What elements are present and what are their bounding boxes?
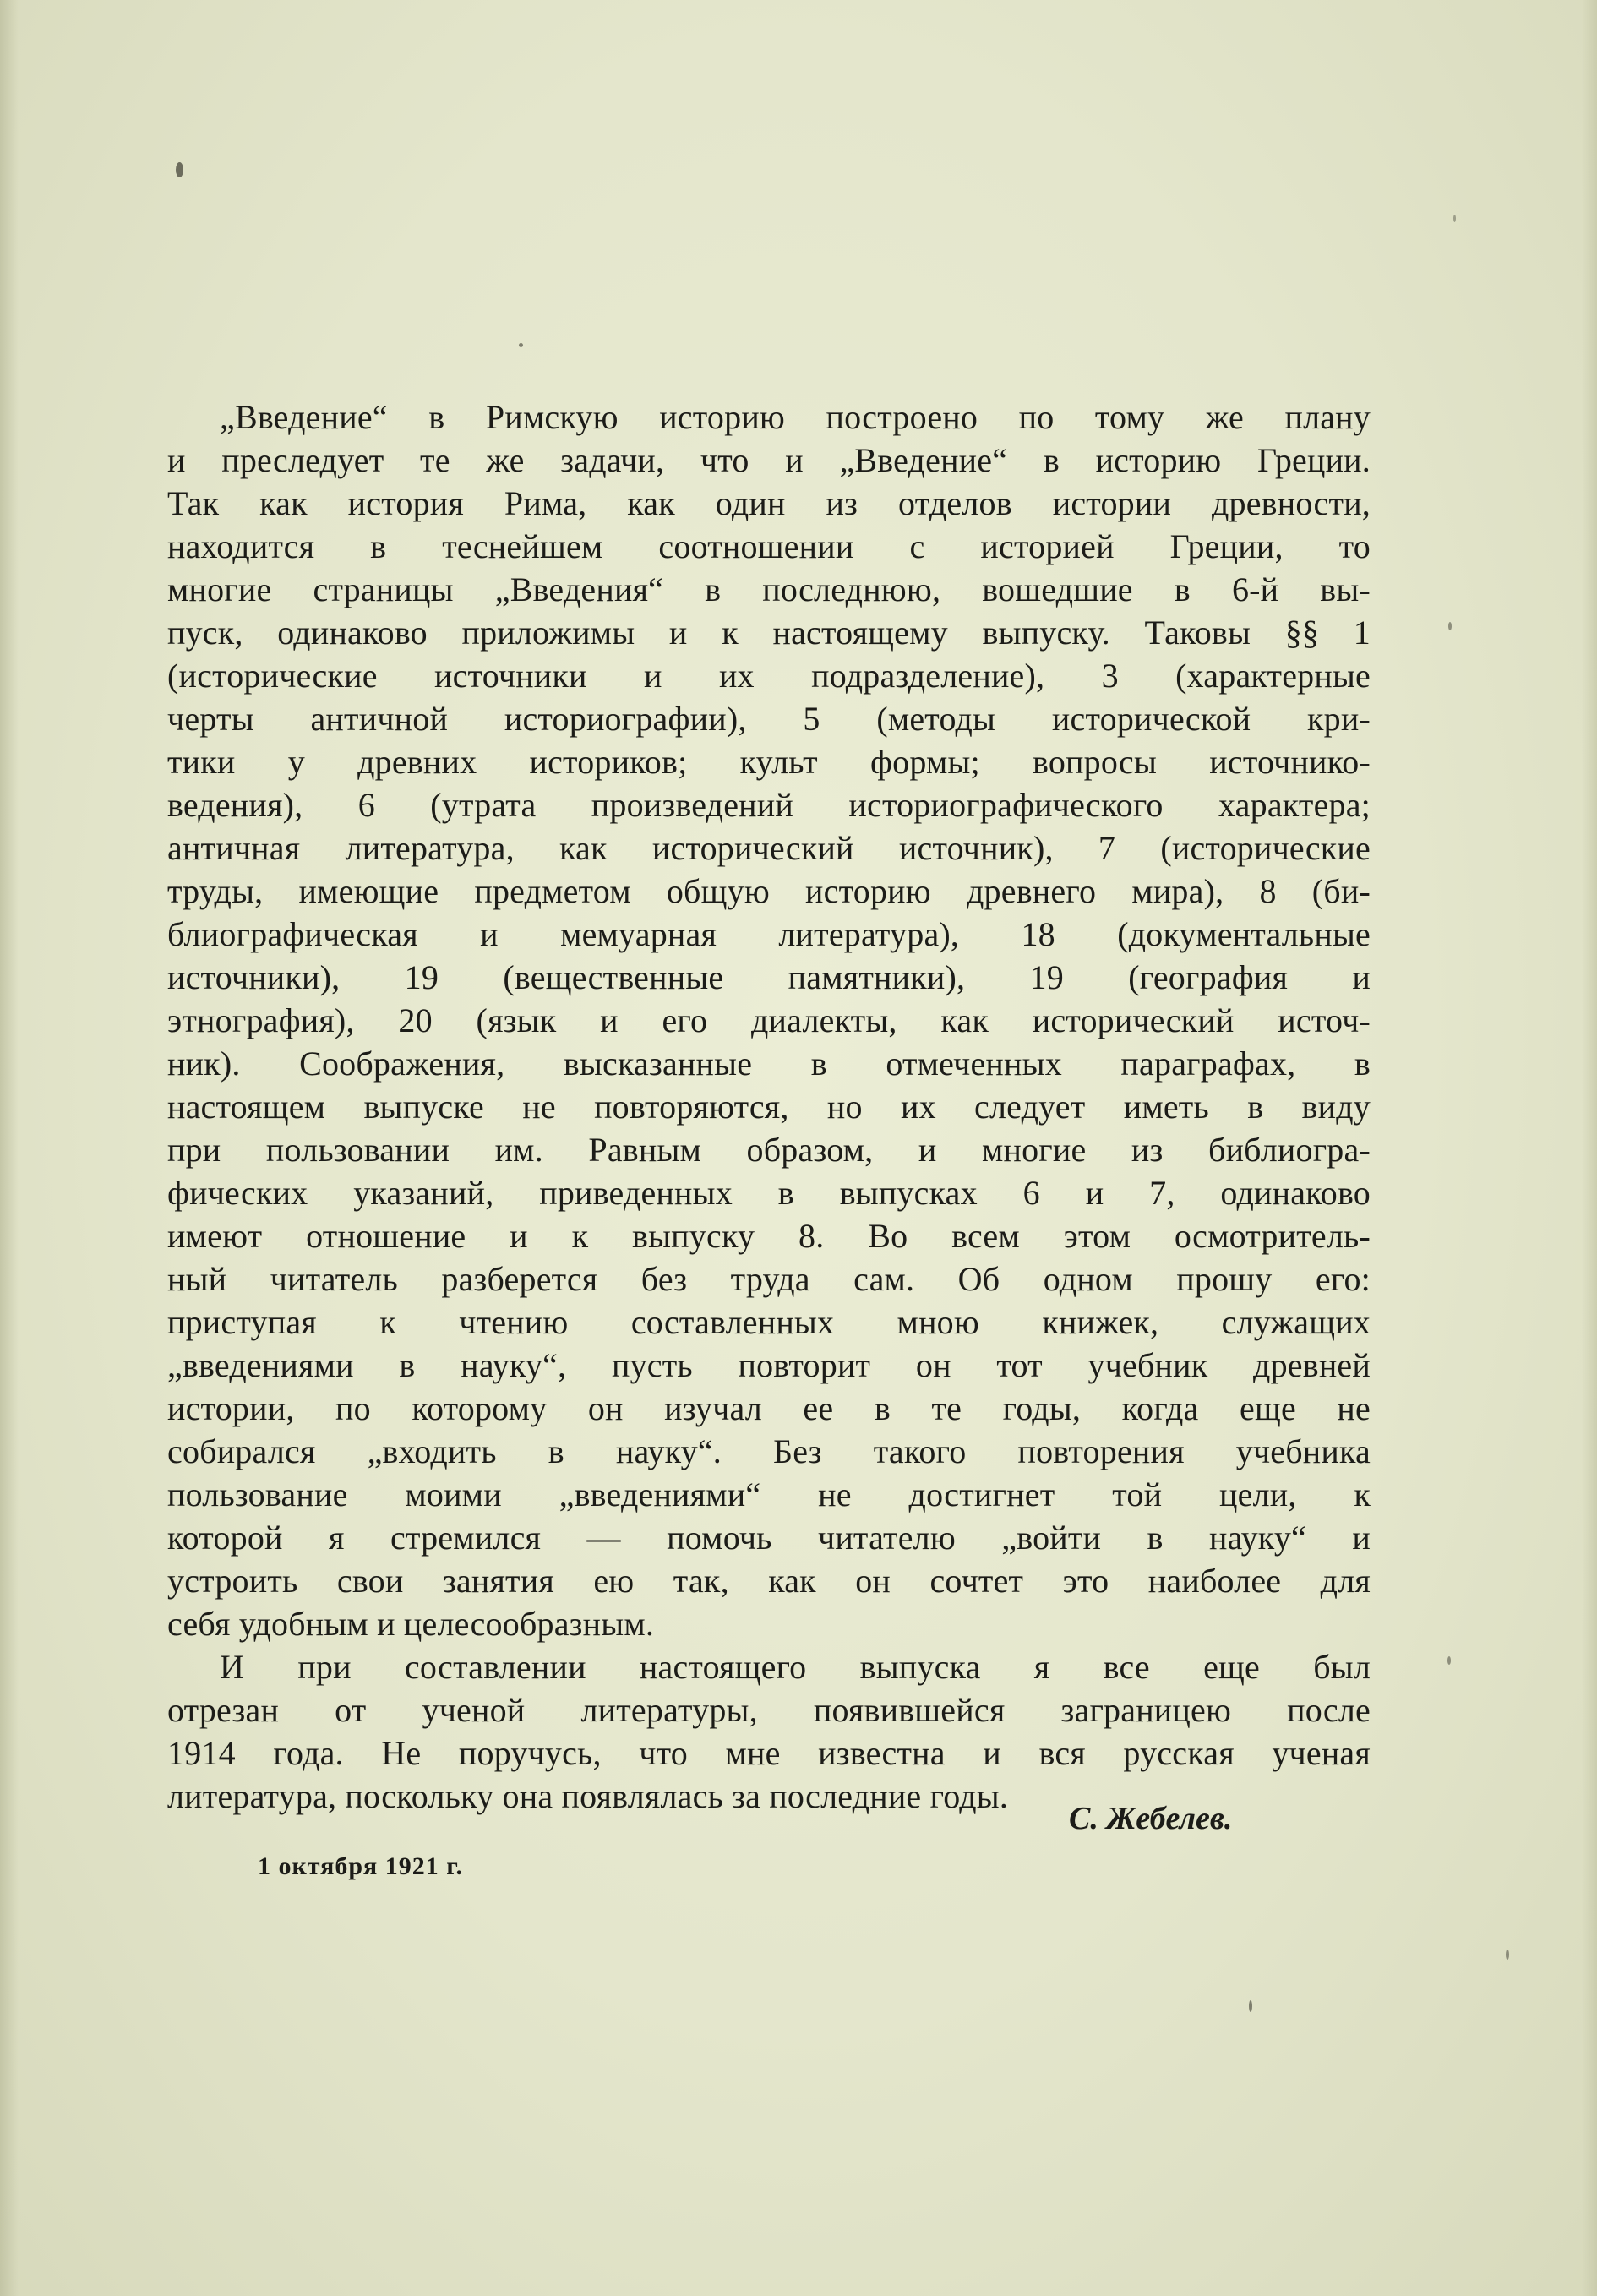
- text-line: Так как история Рима, как один из отделов истории древности,: [167, 484, 1371, 522]
- preface-text: [167, 395, 1371, 1818]
- text-line: ный читатель разберется без труда сам. Об одном прошу его:: [167, 1260, 1371, 1298]
- page-edge-left: [0, 0, 19, 2296]
- paper-speck: [1448, 622, 1452, 630]
- text-line: имеют отношение и к выпуску 8. Во всем этом осмотритель-: [167, 1217, 1371, 1255]
- text-line: „Введение“ в Римскую историю построено по тому же плану: [220, 398, 1371, 436]
- text-line: пуск, одинаково приложимы и к настоящему выпуску. Таковы §§ 1: [167, 614, 1371, 652]
- text-line: ник). Соображения, высказанные в отмеченных параграфах, в: [167, 1044, 1371, 1083]
- text-line: труды, имеющие предметом общую историю древнего мира), 8 (би-: [167, 872, 1371, 910]
- author-signature: С. Жебелев.: [1069, 1801, 1233, 1836]
- page-edge-right: [1582, 0, 1597, 2296]
- paper-speck: [1506, 1950, 1509, 1960]
- text-line: пользование моими „введениями“ не достигнет той цели, к: [167, 1475, 1371, 1513]
- text-line: античная литература, как исторический источник), 7 (исторические: [167, 829, 1371, 867]
- text-line: источники), 19 (вещественные памятники), 19 (география и: [167, 958, 1371, 996]
- date-line: 1 октября 1921 г.: [258, 1852, 464, 1880]
- text-line: и преследует те же задачи, что и „Введение“ в историю Греции.: [167, 441, 1371, 479]
- paper-speck: [519, 343, 523, 347]
- paper-speck: [176, 162, 183, 177]
- text-line: (исторические источники и их подразделение), 3 (характерные: [167, 657, 1371, 695]
- text-line: 1914 года. Не поручусь, что мне известна и вся русская ученая: [167, 1734, 1371, 1772]
- text-line: устроить свои занятия ею так, как он сочтет это наиболее для: [167, 1562, 1371, 1600]
- text-line: отрезан от ученой литературы, появившейся заграницею после: [167, 1691, 1371, 1729]
- text-line: тики у древних историков; культ формы; вопросы источнико-: [167, 743, 1371, 781]
- text-line: многие страницы „Введения“ в последнюю, вошедшие в 6-й вы-: [167, 570, 1371, 608]
- text-line: находится в теснейшем соотношении с историей Греции, то: [167, 527, 1371, 565]
- text-line: черты античной историографии), 5 (методы исторической кри-: [167, 700, 1371, 738]
- text-line: которой я стремился — помочь читателю „войти в науку“ и: [167, 1519, 1371, 1557]
- paper-speck: [1249, 2000, 1252, 2012]
- text-line: этнография), 20 (язык и его диалекты, как исторический источ-: [167, 1001, 1371, 1039]
- paper-speck: [1447, 1656, 1451, 1665]
- text-line: при пользовании им. Равным образом, и многие из библиогра-: [167, 1131, 1371, 1169]
- text-line: приступая к чтению составленных мною книжек, служащих: [167, 1303, 1371, 1341]
- text-line: блиографическая и мемуарная литература), 18 (документальные: [167, 915, 1371, 953]
- text-line: истории, по которому он изучал ее в те годы, когда еще не: [167, 1389, 1371, 1427]
- text-line: ведения), 6 (утрата произведений историографического характера;: [167, 786, 1371, 824]
- text-line: И при составлении настоящего выпуска я все еще был: [220, 1648, 1371, 1686]
- text-line: фических указаний, приведенных в выпусках 6 и 7, одинаково: [167, 1174, 1371, 1212]
- text-line: настоящем выпуске не повторяются, но их следует иметь в виду: [167, 1088, 1371, 1126]
- paper-speck: [1453, 215, 1456, 222]
- text-line: литература, поскольку она появлялась за последние годы.: [167, 1777, 1009, 1815]
- text-line: себя удобным и целесообразным.: [167, 1605, 655, 1643]
- text-line: собирался „входить в науку“. Без такого повторения учебника: [167, 1432, 1371, 1470]
- text-line: „введениями в науку“, пусть повторит он тот учебник древней: [167, 1346, 1371, 1384]
